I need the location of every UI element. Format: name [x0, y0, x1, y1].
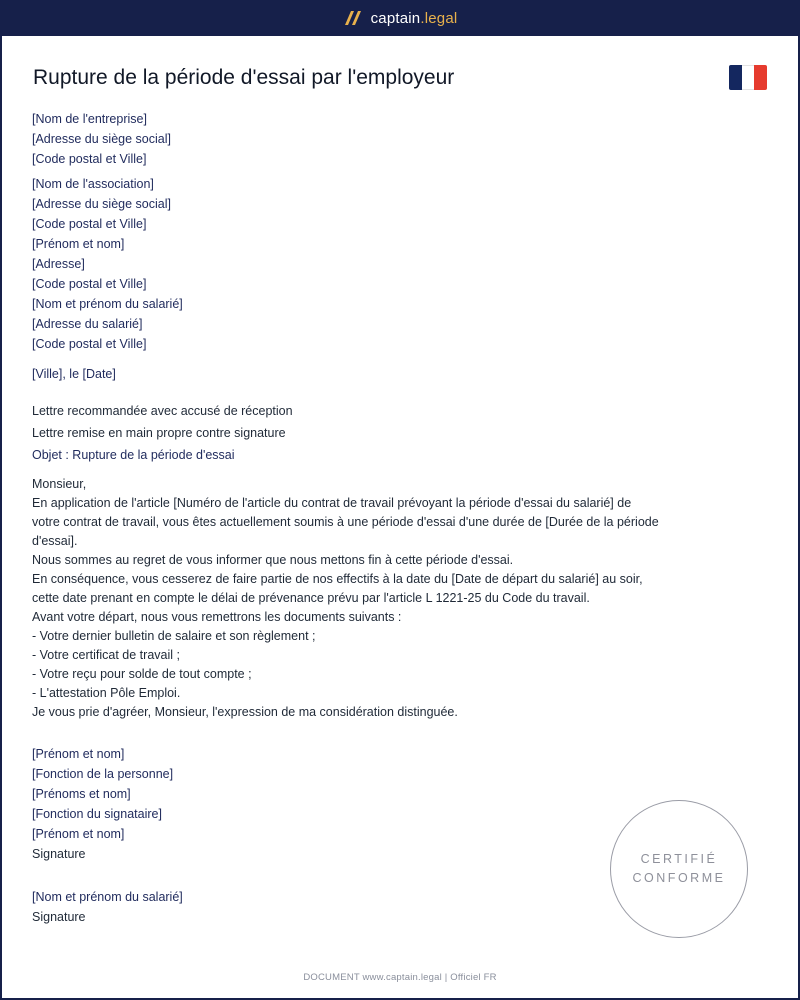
page-footer: DOCUMENT www.captain.legal | Officiel FR	[303, 972, 497, 983]
address-line: [Nom de l'association]	[32, 177, 154, 191]
top-bar	[0, 0, 800, 36]
address-line: [Nom de l'entreprise]	[32, 112, 147, 126]
address-line: [Code postal et Ville]	[32, 152, 147, 166]
mention-main-propre: Lettre remise en main propre contre signature	[32, 426, 286, 440]
signature-line: [Fonction de la personne]	[32, 767, 174, 781]
body-line: d'essai].	[32, 534, 78, 548]
employee-signature-label: Signature	[32, 910, 86, 924]
stamp-line-2: CONFORME	[632, 871, 726, 885]
signature-line: [Fonction du signataire]	[32, 807, 162, 821]
body-line: Avant votre départ, nous vous remettrons les documents suivants :	[32, 610, 402, 624]
address-line: [Adresse]	[32, 257, 85, 271]
signature-line: [Prénoms et nom]	[32, 787, 131, 801]
letter-body	[32, 494, 732, 722]
brand-name: captain.legal	[370, 9, 458, 27]
address-line: [Adresse du salarié]	[32, 317, 143, 331]
salutation: Monsieur,	[32, 477, 87, 491]
address-line: [Prénom et nom]	[32, 237, 125, 251]
mention-recommandee: Lettre recommandée avec accusé de réception	[32, 404, 293, 418]
body-line: En conséquence, vous cesserez de faire partie de nos effectifs à la date du [Date de départ du salarié] au soir,	[32, 572, 643, 586]
signature-line: [Prénom et nom]	[32, 747, 125, 761]
address-line: [Code postal et Ville]	[32, 337, 147, 351]
body-line: - Votre certificat de travail ;	[32, 648, 180, 662]
captain-logo-icon	[343, 9, 363, 27]
employee-name-line: [Nom et prénom du salarié]	[32, 890, 183, 904]
date-line: [Ville], le [Date]	[32, 367, 116, 381]
address-line: [Nom et prénom du salarié]	[32, 297, 183, 311]
company-address-block	[32, 109, 732, 169]
certified-stamp	[610, 800, 748, 938]
address-line: [Adresse du siège social]	[32, 132, 171, 146]
french-flag-icon[interactable]	[729, 65, 767, 90]
association-address-block	[32, 174, 732, 354]
body-line: votre contrat de travail, vous êtes actuellement soumis à une période d'essai d'une durée de [Durée de la période	[32, 515, 659, 529]
body-line: Nous sommes au regret de vous informer que nous mettons fin à cette période d'essai.	[32, 553, 514, 567]
body-line: En application de l'article [Numéro de l'article du contrat de travail prévoyant la période d'essai du salarié] de	[32, 496, 632, 510]
address-line: [Code postal et Ville]	[32, 217, 147, 231]
letter-subject: Objet : Rupture de la période d'essai	[32, 448, 235, 462]
address-line: [Code postal et Ville]	[32, 277, 147, 291]
body-line: Je vous prie d'agréer, Monsieur, l'expression de ma considération distinguée.	[32, 705, 458, 719]
body-line: - Votre reçu pour solde de tout compte ;	[32, 667, 252, 681]
signature-label: Signature	[32, 847, 86, 861]
signature-line: [Prénom et nom]	[32, 827, 125, 841]
letter-content	[32, 109, 732, 927]
body-line: - Votre dernier bulletin de salaire et son règlement ;	[32, 629, 316, 643]
document-page	[2, 36, 798, 998]
document-title: Rupture de la période d'essai par l'employeur	[33, 66, 455, 89]
body-line: cette date prenant en compte le délai de prévenance prévu par l'article L 1221-25 du Code du travail.	[32, 591, 590, 605]
stamp-line-1: CERTIFIÉ	[640, 852, 718, 866]
body-line: - L'attestation Pôle Emploi.	[32, 686, 181, 700]
address-line: [Adresse du siège social]	[32, 197, 171, 211]
brand-logo[interactable]	[343, 9, 458, 27]
